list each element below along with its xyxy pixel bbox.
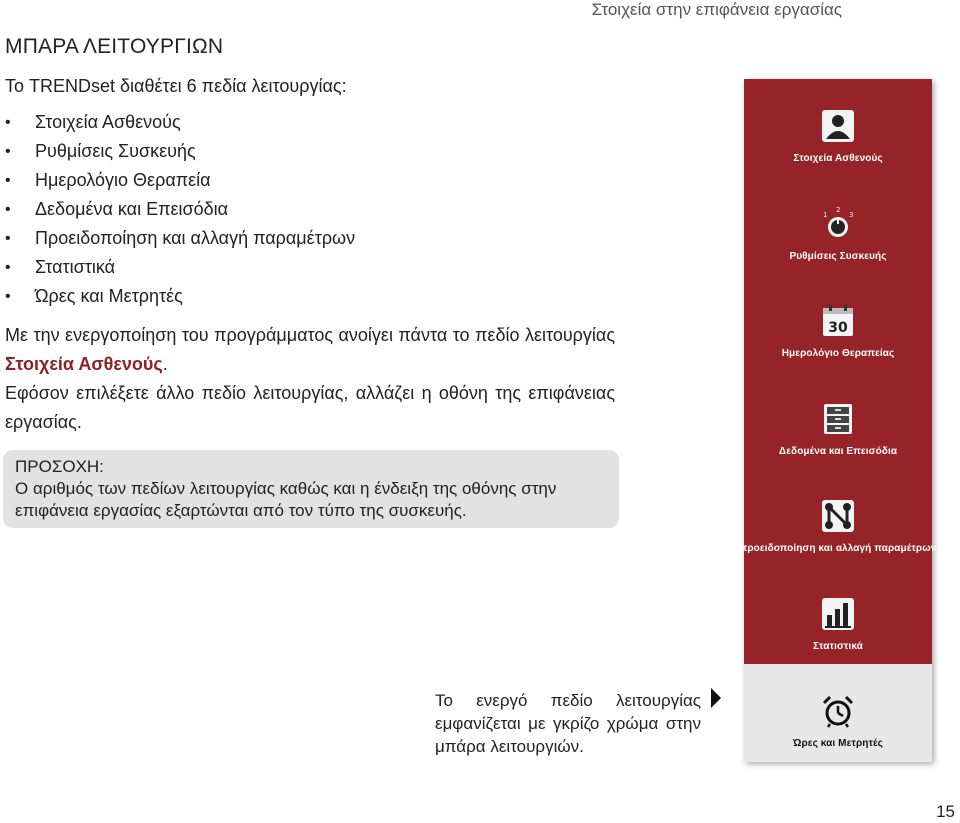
active-field-callout: Το ενεργό πεδίο λειτουργίας εμφανίζεται με γκρίζο χρώμα στην μπάρα λειτουργιών. <box>435 691 701 756</box>
bullet: • <box>5 230 11 247</box>
bar-item-device-settings[interactable] <box>744 177 932 275</box>
bar-item-label: Ημερολόγιο Θεραπείας <box>781 348 895 359</box>
warning-note <box>3 450 619 528</box>
section-title: ΜΠΑΡΑ ΛΕΙΤΟΥΡΓΙΩΝ <box>5 35 224 58</box>
list-item: • Ημερολόγιο Θεραπεία <box>5 166 355 195</box>
note-title: ΠΡΟΣΟΧΗ: <box>15 457 104 476</box>
bar-item-statistics[interactable] <box>744 567 932 665</box>
pointer-arrow-icon <box>711 688 721 708</box>
paragraph-activation: Με την ενεργοποίηση του προγράμματος ανοίγει πάντα το πεδίο λειτουργίας Στοιχεία Ασθενούς. <box>5 325 615 374</box>
bar-item-label: Δεδομένα και Επεισόδια <box>778 445 898 457</box>
cabinet-icon <box>821 402 855 436</box>
page-number: 15 <box>936 802 955 821</box>
highlight-patient-data: Στοιχεία Ασθενούς <box>5 354 163 374</box>
bar-chart-icon <box>821 597 855 631</box>
bullet: • <box>5 201 11 218</box>
list-item: • Ρυθμίσεις Συσκευής <box>5 137 355 166</box>
bullet: • <box>5 143 11 160</box>
bar-item-label: Στατιστικά <box>813 640 863 652</box>
bar-item-therapy-calendar[interactable] <box>744 274 932 372</box>
calendar-icon <box>821 304 855 338</box>
svg-text:1: 1 <box>823 210 828 219</box>
bar-item-patient-data[interactable] <box>744 79 932 177</box>
list-item: • Προειδοποίηση και αλλαγή παραμέτρων <box>5 224 355 253</box>
list-item: • Ώρες και Μετρητές <box>5 282 355 311</box>
paragraph-switch: Εφόσον επιλέξετε άλλο πεδίο λειτουργίας, αλλάζει η οθόνη της επιφάνειας εργασίας. <box>5 383 615 432</box>
bar-item-alerts-parameters[interactable] <box>739 469 937 567</box>
bullet: • <box>5 288 11 305</box>
alarm-clock-icon <box>821 694 855 728</box>
svg-text:3: 3 <box>849 210 854 219</box>
list-item: • Στατιστικά <box>5 253 355 282</box>
bullet: • <box>5 114 11 131</box>
bar-item-label: προειδοποίηση και αλλαγή παραμέτρων <box>739 543 937 554</box>
header-title: Στοιχεία στην επιφάνεια εργασίας <box>591 0 842 19</box>
intro-text: Το TRENDset διαθέτει 6 πεδία λειτουργίας: <box>5 76 347 96</box>
user-icon <box>821 109 855 143</box>
calendar-day: 30 <box>828 320 848 336</box>
bullet: • <box>5 172 11 189</box>
bullet: • <box>5 259 11 276</box>
bar-item-label: Στοιχεία Ασθενούς <box>793 153 883 164</box>
function-bar <box>739 79 937 762</box>
feature-list <box>5 108 355 311</box>
network-icon <box>821 499 855 533</box>
list-item: • Στοιχεία Ασθενούς <box>5 108 355 137</box>
note-body: Ο αριθμός των πεδίων λειτουργίας καθώς και η ένδειξη της οθόνης στην επιφάνεια εργασίας εξαρτώνται από τον τύπο της συσκευής. <box>15 479 557 520</box>
bar-item-label: Ώρες και Μετρητές <box>793 738 883 749</box>
bar-item-label: Ρυθμίσεις Συσκευής <box>789 250 887 262</box>
svg-text:2: 2 <box>836 206 841 214</box>
bar-item-hours-counters[interactable] <box>744 664 932 762</box>
list-item: • Δεδομένα και Επεισόδια <box>5 195 355 224</box>
dial-icon <box>821 207 855 241</box>
bar-item-data-episodes[interactable] <box>744 372 932 470</box>
